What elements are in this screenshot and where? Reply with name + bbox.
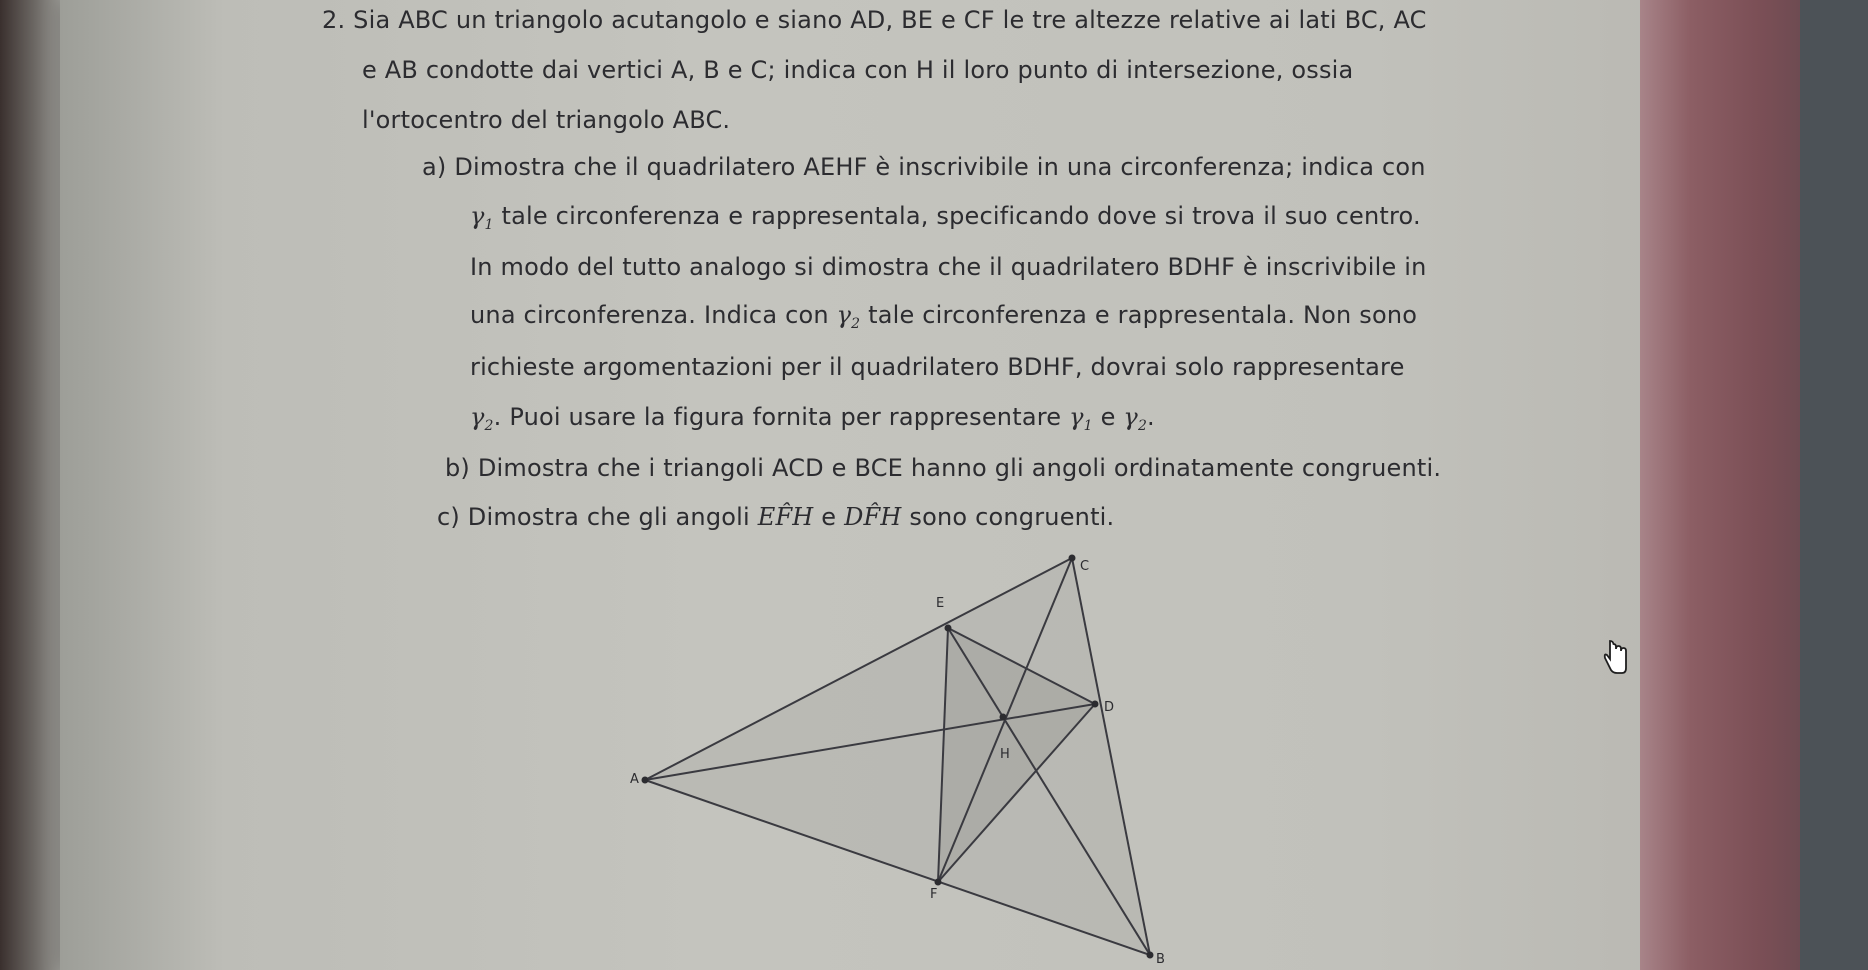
part-c-text-1: c) Dimostra che gli angoli xyxy=(437,503,750,531)
part-a-text-4a: una circonferenza. Indica con xyxy=(470,301,829,329)
gamma2-symbol-c: $\gamma_2$ xyxy=(1123,403,1148,434)
part-a-line-3: In modo del tutto analogo si dimostra che il quadrilatero BDHF è inscrivibile in xyxy=(470,253,1427,281)
part-c-and: e xyxy=(821,503,837,531)
part-a-text-4b: tale circonferenza e rappresentala. Non sono xyxy=(868,301,1418,329)
hand-cursor-icon xyxy=(1600,637,1630,677)
point-a xyxy=(642,777,649,784)
point-b xyxy=(1147,952,1154,959)
conj-e: e xyxy=(1100,403,1116,431)
point-c xyxy=(1069,555,1076,562)
label-f: F xyxy=(930,887,938,902)
part-c-text-2: sono congruenti. xyxy=(909,503,1115,531)
gamma2-symbol: $\gamma_2$ xyxy=(836,301,861,332)
triangle-abc-fill xyxy=(645,558,1150,955)
problem-number: 2. xyxy=(322,6,346,34)
point-e xyxy=(945,625,952,632)
part-b-line: b) Dimostra che i triangoli ACD e BCE hanno gli angoli ordinatamente congruenti. xyxy=(445,454,1442,482)
angle-efh: EF̂H xyxy=(757,503,814,531)
problem-line-3: l'ortocentro del triangolo ABC. xyxy=(362,106,731,134)
part-a-line-5: richieste argomentazioni per il quadrilatero BDHF, dovrai solo rappresentare xyxy=(470,353,1405,381)
gamma1-symbol-b: $\gamma_1$ xyxy=(1069,403,1093,434)
problem-statement-1: Sia ABC un triangolo acutangolo e siano AD, BE e CF le tre altezze relative ai lati BC, AC xyxy=(353,6,1427,34)
part-a-text-2: tale circonferenza e rappresentala, specificando dove si trova il suo centro. xyxy=(501,202,1421,230)
label-d: D xyxy=(1104,700,1115,715)
label-b: B xyxy=(1156,952,1165,967)
part-a-text-1: Dimostra che il quadrilatero AEHF è inscrivibile in una circonferenza; indica con xyxy=(454,153,1426,181)
point-f xyxy=(935,879,942,886)
part-a-label: a) xyxy=(422,153,447,181)
label-h: H xyxy=(1000,747,1010,762)
gamma2-symbol-b: $\gamma_2$ xyxy=(470,403,494,434)
point-h xyxy=(1000,714,1007,721)
point-d xyxy=(1092,701,1099,708)
problem-line-2: e AB condotte dai vertici A, B e C; indica con H il loro punto di intersezione, ossia xyxy=(362,56,1354,84)
part-a-line-6: $\gamma_2$. Puoi usare la figura fornita per rappresentare $\gamma_1$ e $\gamma_2$. xyxy=(470,403,1155,434)
gamma1-symbol: $\gamma_1$ xyxy=(470,202,494,233)
part-a-text-6: . Puoi usare la figura fornita per rappresentare xyxy=(493,403,1062,431)
angle-dfh: DF̂H xyxy=(844,503,902,531)
label-e: E xyxy=(936,596,945,611)
label-c: C xyxy=(1080,559,1090,574)
label-a: A xyxy=(630,772,639,787)
